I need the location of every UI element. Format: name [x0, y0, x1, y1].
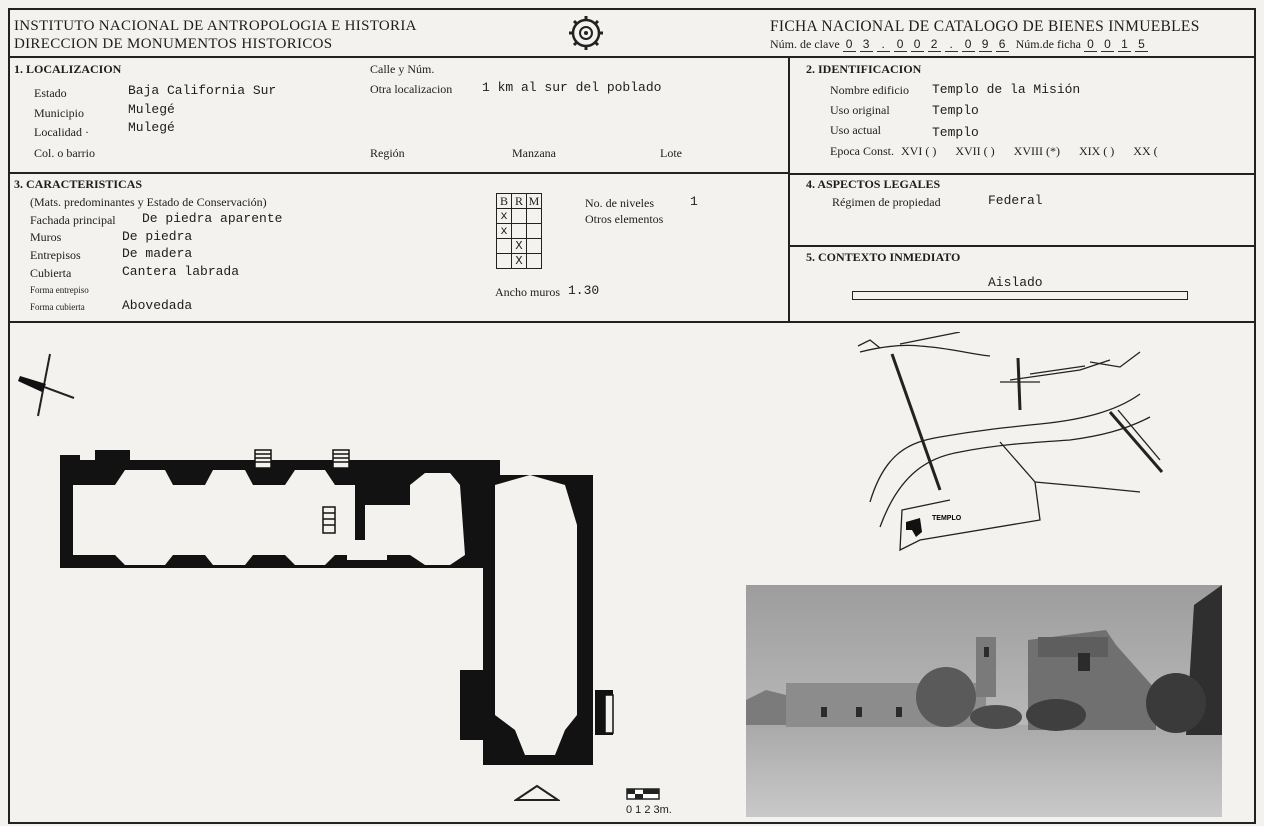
legal-rule — [788, 245, 1256, 247]
bottom-border — [8, 822, 1256, 824]
row2-rule — [8, 321, 1256, 323]
clave-row — [770, 37, 1152, 52]
clave-digits — [843, 37, 1013, 51]
condition-grid — [496, 193, 542, 269]
mid-divider — [788, 56, 790, 322]
top-border — [8, 8, 1256, 10]
clave-digit: 6 — [996, 37, 1009, 52]
clave-digit: . — [945, 37, 958, 52]
grid-cell — [527, 224, 542, 239]
row1-rule-right — [788, 173, 1256, 175]
muros-value: De piedra — [122, 229, 193, 244]
row1-rule-left — [8, 172, 788, 174]
right-border — [1254, 8, 1256, 822]
form-title: FICHA NACIONAL DE CATALOGO DE BIENES INMUEBLES — [770, 18, 1200, 35]
clave-digit: 3 — [860, 37, 873, 52]
fachada-value: De piedra aparente — [142, 211, 283, 226]
ficha-digit: 0 — [1084, 37, 1097, 52]
grid-cell — [512, 224, 527, 239]
clave-digit: 0 — [911, 37, 924, 52]
scale-bar-icon — [626, 788, 660, 800]
forma-entrepiso-label: Forma entrepiso — [30, 285, 89, 295]
municipio-label: Municipio — [34, 106, 84, 120]
localidad-value: Mulegé — [128, 120, 175, 135]
clave-digit: 2 — [928, 37, 941, 52]
identificacion-title: 2. IDENTIFICACION — [806, 62, 922, 76]
uso-actual-label: Uso actual — [830, 123, 881, 137]
grid-cell — [527, 209, 542, 224]
estado-label: Estado — [34, 86, 67, 100]
grid-cell: x — [497, 209, 512, 224]
municipio-value: Mulegé — [128, 102, 175, 117]
epoca-xvi: XVI ( ) — [901, 144, 937, 158]
epoca-xix: XIX ( ) — [1078, 144, 1115, 158]
contexto-title: 5. CONTEXTO INMEDIATO — [806, 250, 961, 264]
cubierta-label: Cubierta — [30, 266, 72, 280]
grid-header-r: R — [512, 194, 527, 209]
epoca-xviii: XVIII (*) — [1013, 144, 1060, 158]
otros-label: Otros elementos — [585, 212, 664, 226]
col-label: Col. o barrio — [34, 146, 95, 160]
ficha-digit: 0 — [1101, 37, 1114, 52]
clave-digit: 0 — [962, 37, 975, 52]
clave-digit: 9 — [979, 37, 992, 52]
region-label: Región — [370, 146, 405, 160]
caracteristicas-subtitle: (Mats. predominantes y Estado de Conservación) — [30, 195, 267, 209]
epoca-row — [830, 144, 1158, 159]
contexto-bar — [852, 291, 1188, 300]
grid-cell — [527, 254, 542, 269]
grid-cell: X — [512, 239, 527, 254]
otra-value: 1 km al sur del poblado — [482, 80, 662, 95]
regimen-label: Régimen de propiedad — [832, 195, 941, 209]
entrepisos-label: Entrepisos — [30, 248, 81, 262]
grid-cell: x — [497, 224, 512, 239]
direction-title: DIRECCION DE MONUMENTOS HISTORICOS — [14, 36, 333, 52]
left-border — [8, 8, 10, 822]
niveles-value: 1 — [690, 194, 698, 209]
ancho-value: 1.30 — [568, 283, 600, 298]
header-rule — [8, 56, 1256, 58]
fachada-label: Fachada principal — [30, 213, 116, 227]
floor-plan — [55, 445, 625, 765]
nombre-label: Nombre edificio — [830, 83, 909, 97]
clave-label: Núm. de clave — [770, 37, 840, 51]
clave-digit: 0 — [843, 37, 856, 52]
calle-label: Calle y Núm. — [370, 62, 435, 76]
clave-digit: . — [877, 37, 890, 52]
clave-digit: 0 — [894, 37, 907, 52]
grid-cell — [527, 239, 542, 254]
localidad-label: Localidad · — [34, 125, 89, 139]
entrance-triangle-icon — [514, 784, 560, 802]
lote-label: Lote — [660, 146, 682, 160]
manzana-label: Manzana — [512, 146, 556, 160]
north-arrow-icon — [16, 350, 80, 420]
ficha-label: Núm.de ficha — [1015, 37, 1081, 51]
institute-title: INSTITUTO NACIONAL DE ANTROPOLOGIA E HISTORIA — [14, 18, 417, 34]
otra-label: Otra localizacion — [370, 82, 453, 96]
estado-value: Baja California Sur — [128, 83, 277, 98]
grid-cell: X — [512, 254, 527, 269]
nombre-value: Templo de la Misión — [932, 82, 1081, 97]
church-photo — [746, 585, 1222, 817]
grid-header-m: M — [527, 194, 542, 209]
caracteristicas-title: 3. CARACTERISTICAS — [14, 177, 143, 191]
uso-original-label: Uso original — [830, 103, 890, 117]
aspectos-title: 4. ASPECTOS LEGALES — [806, 177, 941, 191]
cubierta-value: Cantera labrada — [122, 264, 240, 279]
inah-logo — [566, 14, 606, 52]
scale-label: 0 1 2 3m. — [626, 804, 672, 816]
forma-cubierta-value: Abovedada — [122, 298, 193, 313]
ficha-digit: 1 — [1118, 37, 1131, 52]
uso-original-value: Templo — [932, 103, 979, 118]
epoca-xvii: XVII ( ) — [955, 144, 995, 158]
grid-cell — [497, 239, 512, 254]
ancho-label: Ancho muros — [495, 285, 560, 299]
epoca-label: Epoca Const. — [830, 144, 894, 158]
contexto-value: Aislado — [988, 275, 1043, 290]
entrepisos-value: De madera — [122, 246, 193, 261]
muros-label: Muros — [30, 230, 62, 244]
grid-cell — [497, 254, 512, 269]
ficha-digits — [1084, 37, 1152, 51]
map-templo-label: TEMPLO — [932, 515, 962, 522]
location-map — [840, 332, 1180, 572]
uso-actual-value: Templo — [932, 125, 979, 140]
forma-cubierta-label: Forma cubierta — [30, 302, 85, 312]
niveles-label: No. de niveles — [585, 196, 654, 210]
regimen-value: Federal — [988, 193, 1043, 208]
grid-cell — [512, 209, 527, 224]
grid-header-b: B — [497, 194, 512, 209]
localizacion-title: 1. LOCALIZACION — [14, 62, 122, 76]
epoca-xx: XX ( — [1133, 144, 1158, 158]
ficha-digit: 5 — [1135, 37, 1148, 52]
